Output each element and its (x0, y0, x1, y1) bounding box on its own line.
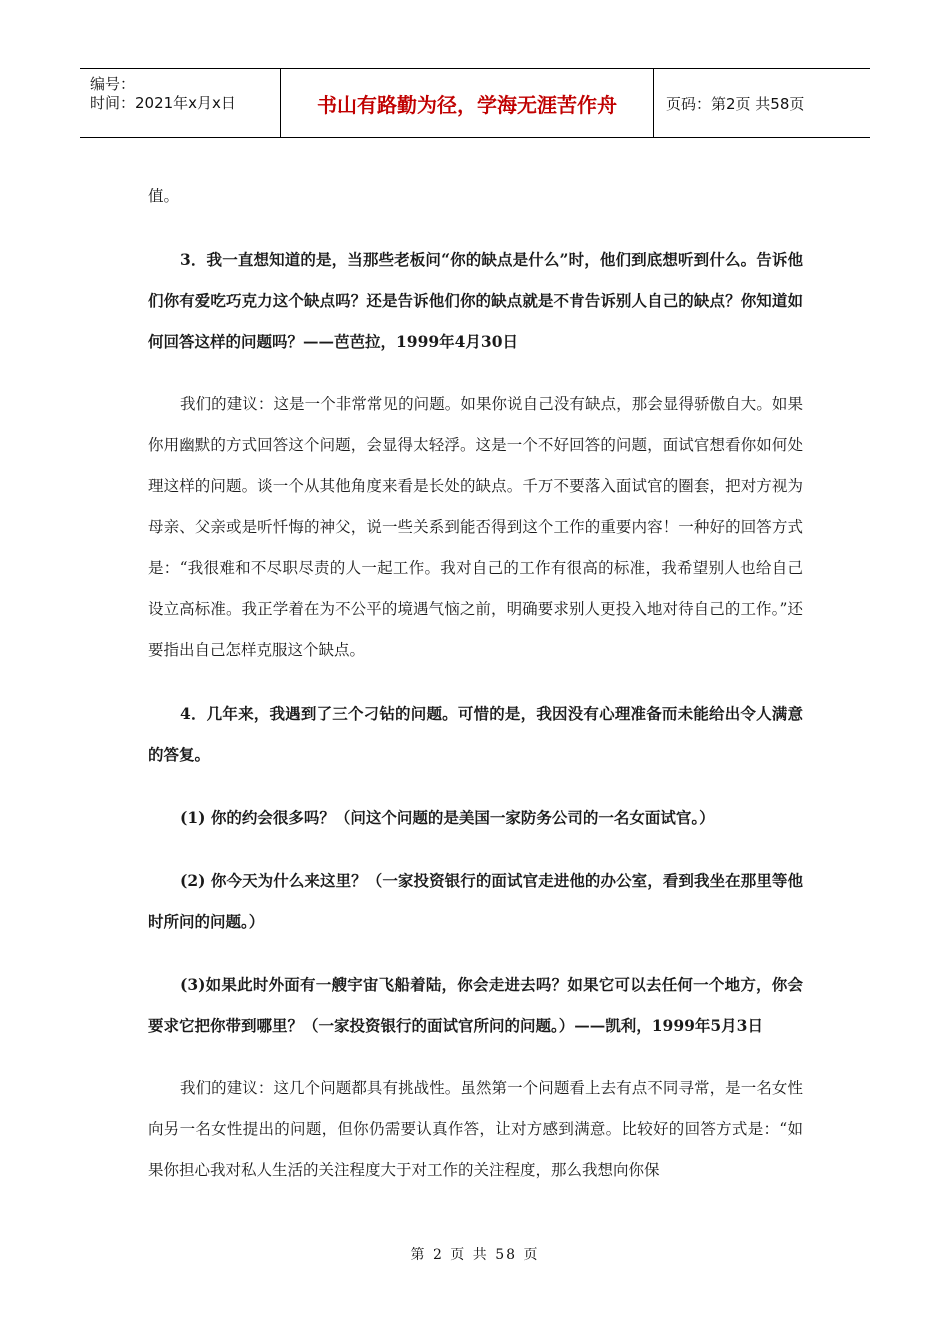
answer-3: 我们的建议：这是一个非常常见的问题。如果你说自己没有缺点，那会显得骄傲自大。如果你用幽默的方式回答这个问题，会显得太轻浮。这是一个不好回答的问题，面试官想看你如何处理这样的问题。谈一个从其他角度来看是长处的缺点。千万不要落入面试官的圈套，把对方视为母亲、父亲或是听忏悔的神父，说一些关系到能否得到这个工作的重要内容！一种好的回答方式是：“我很难和不尽职尽责的人一起工作。我对自己的工作有很高的标准，我希望别人也给自己设立高标准。我正学着在为不公平的境遇气恼之前，明确要求别人更投入地对待自己的工作。”还要指出自己怎样克服这个缺点。 (148, 395, 803, 659)
header-motto: 书山有路勤为径，学海无涯苦作舟 (281, 69, 654, 137)
header-meta-cell (80, 69, 281, 137)
document-number-label: 编号： (90, 75, 136, 93)
document-header (80, 68, 870, 138)
question-4-item-1: (1) 你的约会很多吗？（问这个问题的是美国一家防务公司的一名女面试官。） (180, 808, 715, 827)
question-3: 3．我一直想知道的是，当那些老板问“你的缺点是什么”时，他们到底想听到什么。告诉他们你有爱吃巧克力这个缺点吗？还是告诉他们你的缺点就是不肯告诉别人自己的缺点？你知道如何回答这样的问题吗？——芭芭拉，1999年4月30日 (148, 250, 803, 351)
header-page-info: 页码：第2页 共58页 (666, 94, 805, 113)
document-body (148, 176, 803, 1191)
answer-4: 我们的建议：这几个问题都具有挑战性。虽然第一个问题看上去有点不同寻常，是一名女性向另一名女性提出的问题，但你仍需要认真作答，让对方感到满意。比较好的回答方式是：“如果你担心我对私人生活的关注程度大于对工作的关注程度，那么我想向你保 (148, 1079, 803, 1179)
question-4-item-2: (2) 你今天为什么来这里？（一家投资银行的面试官走进他的办公室，看到我坐在那里等他时所问的问题。） (148, 871, 803, 931)
question-4-item-3: (3)如果此时外面有一艘宇宙飞船着陆，你会走进去吗？如果它可以去任何一个地方，你会要求它把你带到哪里？（一家投资银行的面试官所问的问题。）——凯利，1999年5月3日 (148, 975, 803, 1035)
document-time-label: 时间：2021年x月x日 (90, 94, 236, 112)
paragraph-continuation: 值。 (148, 187, 180, 205)
page-footer: 第 2 页 共 58 页 (410, 1247, 540, 1263)
question-4: 4．几年来，我遇到了三个刁钻的问题。可惜的是，我因没有心理准备而未能给出令人满意的答复。 (148, 704, 803, 764)
